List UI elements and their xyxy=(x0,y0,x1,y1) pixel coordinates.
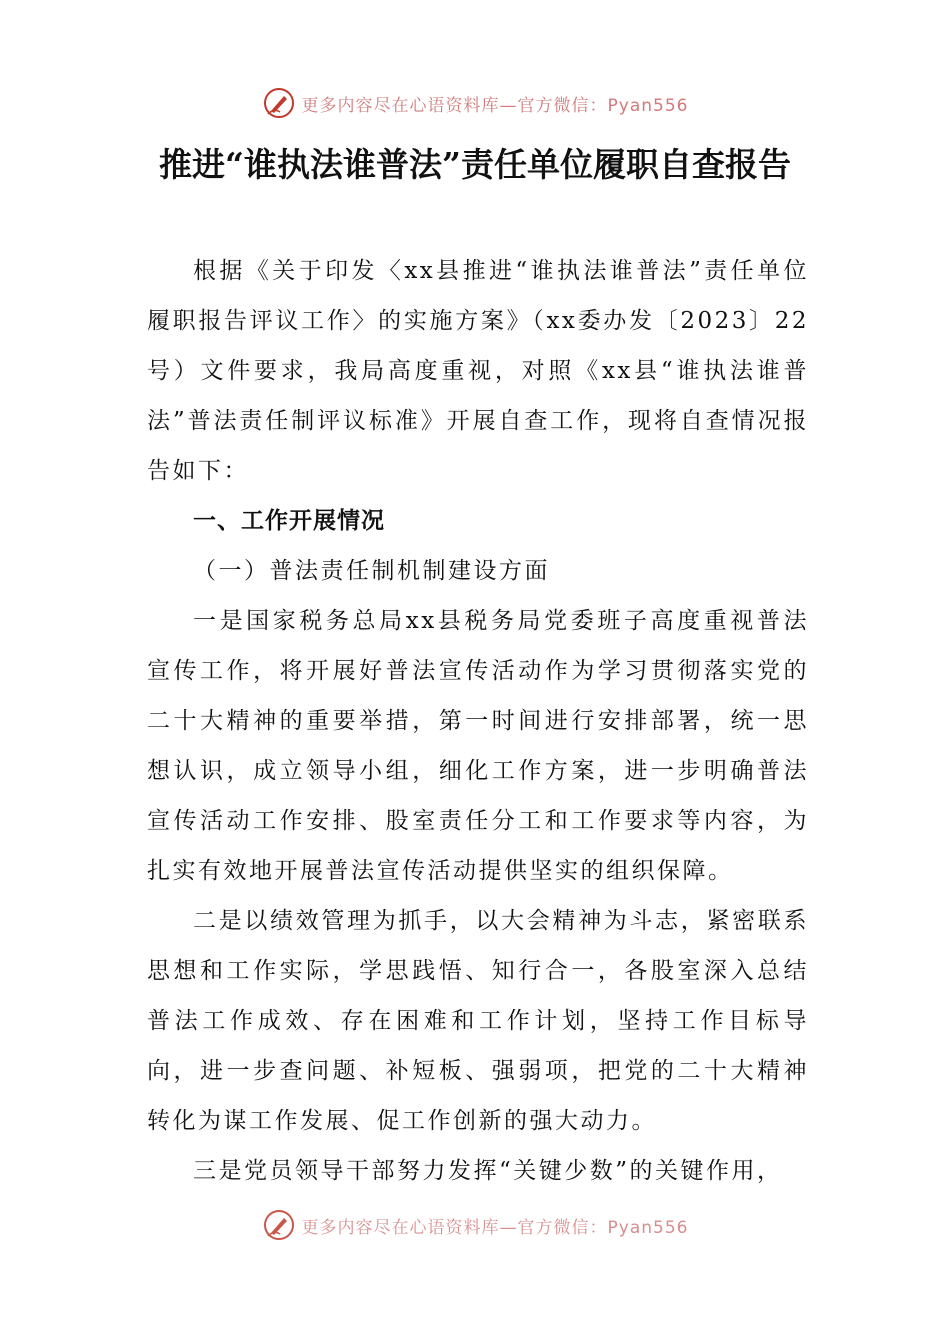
subsection-heading: （一）普法责任制机制建设方面 xyxy=(193,558,550,584)
watermark-banner-top xyxy=(0,86,950,120)
document-title: 推进“谁执法谁普法”责任单位履职自查报告 xyxy=(159,145,791,184)
body-paragraph: 一是国家税务总局xx县税务局党委班子高度重视普法宣传工作，将开展好普法宣传活动作为学习贯彻落实党的二十大精神的重要举措，第一时间进行安排部署，统一思想认识，成立领导小组，细化工作方案，进一步明确普法宣传活动工作安排、股室责任分工和工作要求等内容，为扎实有效地开展普法宣传活动提供坚实的组织保障。 xyxy=(147,608,809,884)
watermark-text: 更多内容尽在心语资料库—官方微信：Pyan556 xyxy=(301,95,689,116)
watermark-text: 更多内容尽在心语资料库—官方微信：Pyan556 xyxy=(301,1217,689,1238)
pen-logo-icon xyxy=(262,1208,296,1242)
watermark-banner-bottom xyxy=(0,1208,950,1242)
intro-paragraph: 根据《关于印发〈xx县推进“谁执法谁普法”责任单位履职报告评议工作〉的实施方案》（xx委办发〔2023〕22号）文件要求，我局高度重视，对照《xx县“谁执法谁普法”普法责任制评议标准》开展自查工作，现将自查情况报告如下： xyxy=(147,258,809,484)
section-heading: 一、工作开展情况 xyxy=(193,508,385,534)
body-paragraph: 二是以绩效管理为抓手，以大会精神为斗志，紧密联系思想和工作实际，学思践悟、知行合一，各股室深入总结普法工作成效、存在困难和工作计划，坚持工作目标导向，进一步查问题、补短板、强弱项，把党的二十大精神转化为谋工作发展、促工作创新的强大动力。 xyxy=(147,908,809,1134)
body-paragraph: 三是党员领导干部努力发挥“关键少数”的关键作用， xyxy=(193,1158,783,1184)
document-body xyxy=(147,246,809,1196)
pen-logo-icon xyxy=(262,86,296,120)
